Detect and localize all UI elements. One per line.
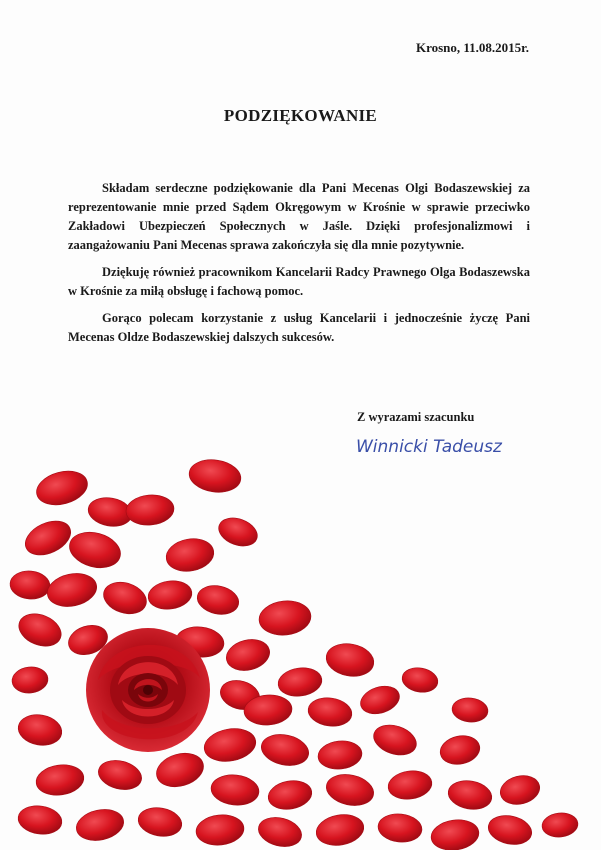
petal-icon (400, 665, 440, 695)
petal-icon (136, 804, 184, 839)
petal-icon (451, 696, 489, 724)
petal-icon (541, 811, 579, 839)
petal-icon (202, 725, 259, 766)
letter-date: Krosno, 11.08.2015r. (415, 40, 529, 55)
petal-icon (215, 513, 261, 551)
paragraph-3: Gorąco polecam korzystanie z usług Kancelarii i jednocześnie życzę Pani Mecenas Oldze Bodaszewskiej dalszych sukcesów. (68, 311, 530, 344)
petal-icon (317, 739, 364, 771)
petal-icon (266, 777, 314, 812)
petal-icon (95, 756, 144, 794)
letter-body (68, 179, 530, 355)
petal-icon (187, 457, 243, 496)
petal-icon (314, 811, 366, 849)
petal-icon (20, 514, 76, 561)
petal-icon (377, 812, 424, 844)
petal-icon (146, 578, 193, 612)
petal-icon (324, 640, 377, 680)
petal-icon (11, 665, 50, 695)
petal-icon (370, 720, 420, 760)
petal-icon (33, 466, 92, 510)
petal-icon (429, 817, 481, 850)
petal-icon (438, 732, 483, 768)
petal-icon (486, 812, 535, 849)
signature-text: Winnicki Tadeusz (356, 437, 502, 457)
rose-petals-decoration (0, 450, 601, 850)
petal-icon (306, 695, 353, 729)
petal-icon (9, 569, 51, 600)
petal-icon (153, 748, 208, 792)
petal-icon (323, 770, 376, 809)
petal-icon (223, 635, 273, 675)
petal-icon (16, 711, 65, 748)
letter-closing: Z wyrazami szacunku (357, 410, 475, 424)
petal-icon (195, 582, 242, 618)
petal-icon (258, 730, 311, 769)
petal-icon (65, 527, 124, 573)
petal-icon (44, 569, 100, 611)
petal-icon (14, 608, 66, 652)
petal-icon (255, 813, 304, 850)
petal-icon (276, 665, 323, 699)
paragraph-2: Dziękuję również pracownikom Kancelarii Radcy Prawnego Olga Bodaszewska w Krośnie za miłą obsługę i fachową pomoc. (68, 265, 530, 298)
petal-icon (195, 813, 246, 848)
letter-title: PODZIĘKOWANIE (223, 106, 378, 125)
petal-icon (446, 777, 494, 812)
petal-group (9, 457, 579, 850)
petal-icon (125, 493, 175, 527)
petal-icon (73, 805, 126, 844)
petal-icon (257, 598, 312, 637)
petal-icon (16, 803, 63, 837)
paragraph-1: Składam serdeczne podziękowanie dla Pani Mecenas Olgi Bodaszewskiej za reprezentowanie mnie przed Sądem Okręgowym w Krośnie w sprawie przeciwko Zakładowi Ubezpieczeń Społecznych w Jaśle. Dzięki profesjonalizmowi i zaangażowaniu Pani Mecenas sprawa zakończyła się dla mnie pozytywnie. (68, 181, 530, 252)
petal-icon (386, 768, 433, 802)
petal-icon (99, 577, 150, 619)
petal-icon (357, 681, 403, 718)
rose-icon (86, 628, 210, 752)
petal-icon (164, 535, 217, 575)
petal-icon (210, 773, 261, 808)
petal-icon (34, 762, 86, 798)
petal-icon (497, 772, 543, 809)
